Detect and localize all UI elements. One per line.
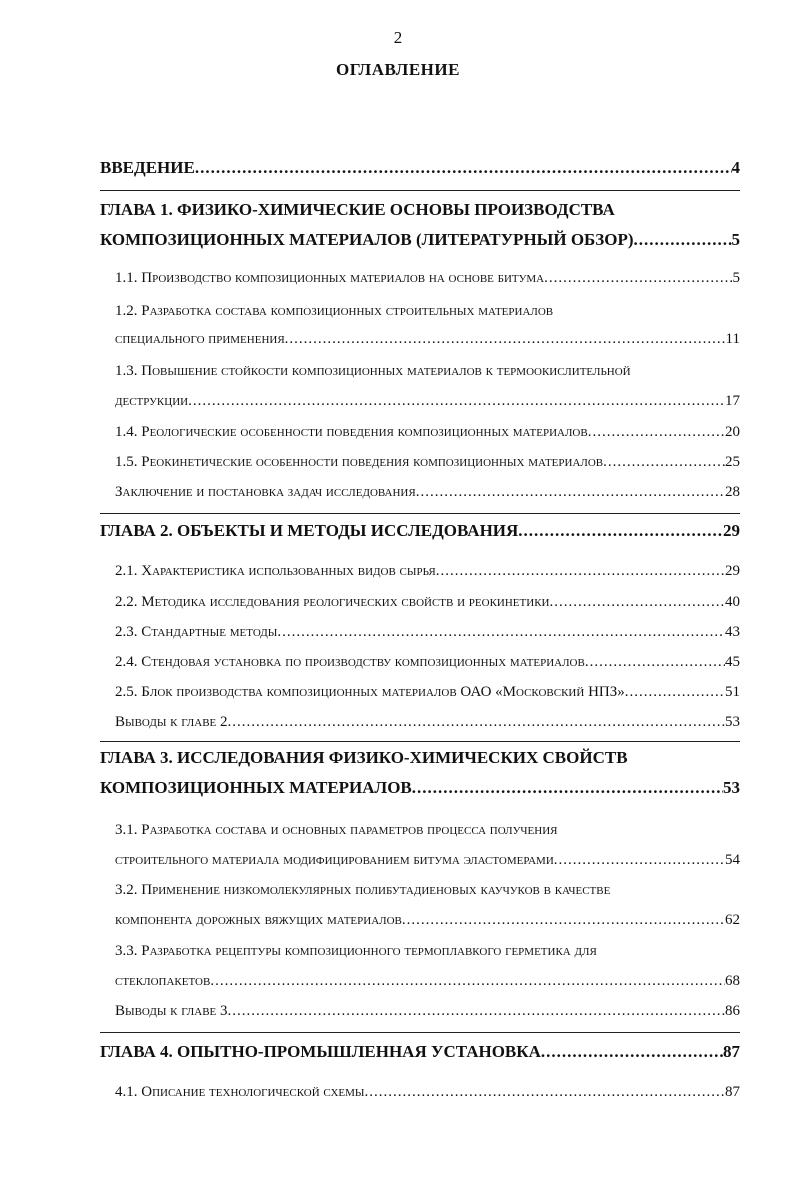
dot-leader: [277, 621, 725, 643]
toc-entry-title: 2.1. Характеристика использованных видов сырья: [115, 563, 436, 579]
toc-entry-introduction: [100, 157, 740, 179]
page-number: 2: [393, 28, 403, 47]
toc-entry-chapter-4: [100, 1041, 740, 1063]
toc-entry-2-4: [115, 651, 740, 673]
toc-entry-title-continued: стеклопакетов: [115, 973, 211, 989]
dot-leader: [549, 591, 725, 613]
dot-leader: [285, 328, 726, 350]
toc-entry-conclusion-3: [115, 1000, 740, 1022]
toc-entry-title: Выводы к главе 3: [115, 1003, 228, 1019]
toc-entry-title: 3.3. Разработка рецептуры композиционного термоплавкого герметика для: [115, 943, 597, 959]
toc-entry-2-3: [115, 621, 740, 643]
toc-entry-4-1: [115, 1081, 740, 1103]
toc-entry-title: Выводы к главе 2: [115, 714, 228, 730]
toc-entry-title: 2.5. Блок производства композиционных материалов ОАО «Московский НПЗ»: [115, 684, 625, 700]
toc-entry-conclusion-2: [115, 711, 740, 733]
toc-entry-title: 1.1. Производство композиционных материалов на основе битума: [115, 270, 545, 286]
toc-entry-1-1: [115, 267, 740, 289]
toc-entry-3-3: [115, 940, 740, 962]
toc-entry-3-2-continued: [115, 909, 740, 931]
dot-leader: [588, 421, 725, 443]
toc-entry-1-2-continued: [115, 328, 740, 350]
toc-entry-title-continued: специального применения: [115, 331, 285, 347]
dot-leader: [541, 1041, 723, 1063]
toc-entry-conclusion-1: [115, 481, 740, 503]
toc-entry-3-3-continued: [115, 970, 740, 992]
toc-entry-page: 45: [725, 654, 740, 670]
toc-entry-3-1-continued: [115, 849, 740, 871]
dot-leader: [544, 267, 732, 289]
toc-entry-title: Заключение и постановка задач исследования: [115, 484, 416, 500]
dot-leader: [625, 681, 725, 703]
separator-line: [100, 1032, 740, 1033]
dot-leader: [585, 651, 725, 673]
toc-entry-title: ГЛАВА 2. ОБЪЕКТЫ И МЕТОДЫ ИССЛЕДОВАНИЯ: [100, 521, 519, 540]
toc-entry-title: 1.5. Реокинетические особенности поведения композиционных материалов: [115, 454, 604, 470]
toc-entry-chapter-3-continued: [100, 777, 740, 799]
toc-entry-title: 1.2. Разработка состава композиционных строительных материалов: [115, 303, 554, 319]
toc-entry-page: 87: [723, 1042, 740, 1061]
toc-entry-page: 29: [725, 563, 740, 579]
dot-leader: [228, 1000, 725, 1022]
toc-entry-1-2: [115, 300, 740, 322]
toc-entry-page: 54: [725, 852, 740, 868]
dot-leader: [188, 390, 725, 412]
toc-entry-title: ГЛАВА 4. ОПЫТНО-ПРОМЫШЛЕННАЯ УСТАНОВКА: [100, 1042, 541, 1061]
toc-entry-page: 86: [725, 1003, 740, 1019]
toc-entry-page: 4: [731, 158, 740, 177]
toc-entry-title: 2.3. Стандартные методы: [115, 624, 278, 640]
toc-entry-1-3-continued: [115, 390, 740, 412]
toc-entry-title: 4.1. Описание технологической схемы: [115, 1084, 365, 1100]
dot-leader: [402, 909, 725, 931]
page-title: ОГЛАВЛЕНИЕ: [336, 60, 460, 79]
toc-entry-title: ГЛАВА 3. ИССЛЕДОВАНИЯ ФИЗИКО-ХИМИЧЕСКИХ СВОЙСТВ: [100, 748, 628, 767]
toc-entry-chapter-1-continued: [100, 229, 740, 251]
toc-entry-2-1: [115, 560, 740, 582]
toc-entry-title-continued: КОМПОЗИЦИОННЫХ МАТЕРИАЛОВ: [100, 778, 412, 797]
dot-leader: [634, 229, 732, 251]
toc-entry-title: 3.1. Разработка состава и основных параметров процесса получения: [115, 822, 558, 838]
toc-entry-page: 87: [725, 1084, 740, 1100]
toc-entry-page: 53: [723, 778, 740, 797]
toc-entry-page: 20: [725, 424, 740, 440]
toc-entry-page: 17: [725, 393, 740, 409]
dot-leader: [228, 711, 725, 733]
toc-entry-1-3: [115, 360, 740, 382]
toc-entry-title-continued: деструкции: [115, 393, 189, 409]
toc-entry-page: 53: [725, 714, 740, 730]
toc-entry-title: 1.3. Повышение стойкости композиционных материалов к термоокислительной: [115, 363, 631, 379]
toc-entry-2-2: [115, 591, 740, 613]
dot-leader: [554, 849, 725, 871]
dot-leader: [603, 451, 725, 473]
dot-leader: [436, 560, 725, 582]
toc-entry-page: 29: [723, 521, 740, 540]
toc-entry-3-1: [115, 819, 740, 841]
toc-entry-page: 25: [725, 454, 740, 470]
toc-entry-title: ГЛАВА 1. ФИЗИКО-ХИМИЧЕСКИЕ ОСНОВЫ ПРОИЗВОДСТВА: [100, 200, 615, 219]
dot-leader: [210, 970, 725, 992]
separator-line: [100, 190, 740, 191]
toc-entry-title-continued: компонента дорожных вяжущих материалов: [115, 912, 402, 928]
toc-entry-1-4: [115, 421, 740, 443]
toc-entry-page: 5: [731, 230, 740, 249]
toc-entry-page: 68: [725, 973, 740, 989]
toc-entry-chapter-1: [100, 199, 740, 221]
dot-leader: [416, 481, 725, 503]
toc-entry-2-5: [115, 681, 740, 703]
dot-leader: [412, 777, 723, 799]
toc-entry-title-continued: строительного материала модифицированием битума эластомерами: [115, 852, 554, 868]
toc-entry-page: 43: [725, 624, 740, 640]
dot-leader: [364, 1081, 725, 1103]
toc-entry-title: 2.4. Стендовая установка по производству композиционных материалов: [115, 654, 585, 670]
toc-entry-1-5: [115, 451, 740, 473]
toc-entry-page: 5: [732, 270, 740, 286]
toc-entry-page: 28: [725, 484, 740, 500]
toc-entry-page: 62: [725, 912, 740, 928]
toc-entry-page: 51: [725, 684, 740, 700]
toc-entry-title-continued: КОМПОЗИЦИОННЫХ МАТЕРИАЛОВ (ЛИТЕРАТУРНЫЙ ОБЗОР): [100, 230, 634, 249]
toc-entry-page: 11: [725, 331, 740, 347]
dot-leader: [518, 520, 723, 542]
toc-entry-chapter-3: [100, 747, 740, 769]
toc-entry-page: 40: [725, 594, 740, 610]
separator-line: [100, 513, 740, 514]
toc-entry-title: 3.2. Применение низкомолекулярных полибутадиеновых каучуков в качестве: [115, 882, 611, 898]
toc-entry-title: 1.4. Реологические особенности поведения композиционных материалов: [115, 424, 588, 440]
toc-entry-chapter-2: [100, 520, 740, 542]
separator-line: [100, 741, 740, 742]
toc-entry-3-2: [115, 879, 740, 901]
dot-leader: [195, 157, 732, 179]
toc-entry-title: ВВЕДЕНИЕ: [100, 158, 195, 177]
toc-entry-title: 2.2. Методика исследования реологических свойств и реокинетики: [115, 594, 550, 610]
